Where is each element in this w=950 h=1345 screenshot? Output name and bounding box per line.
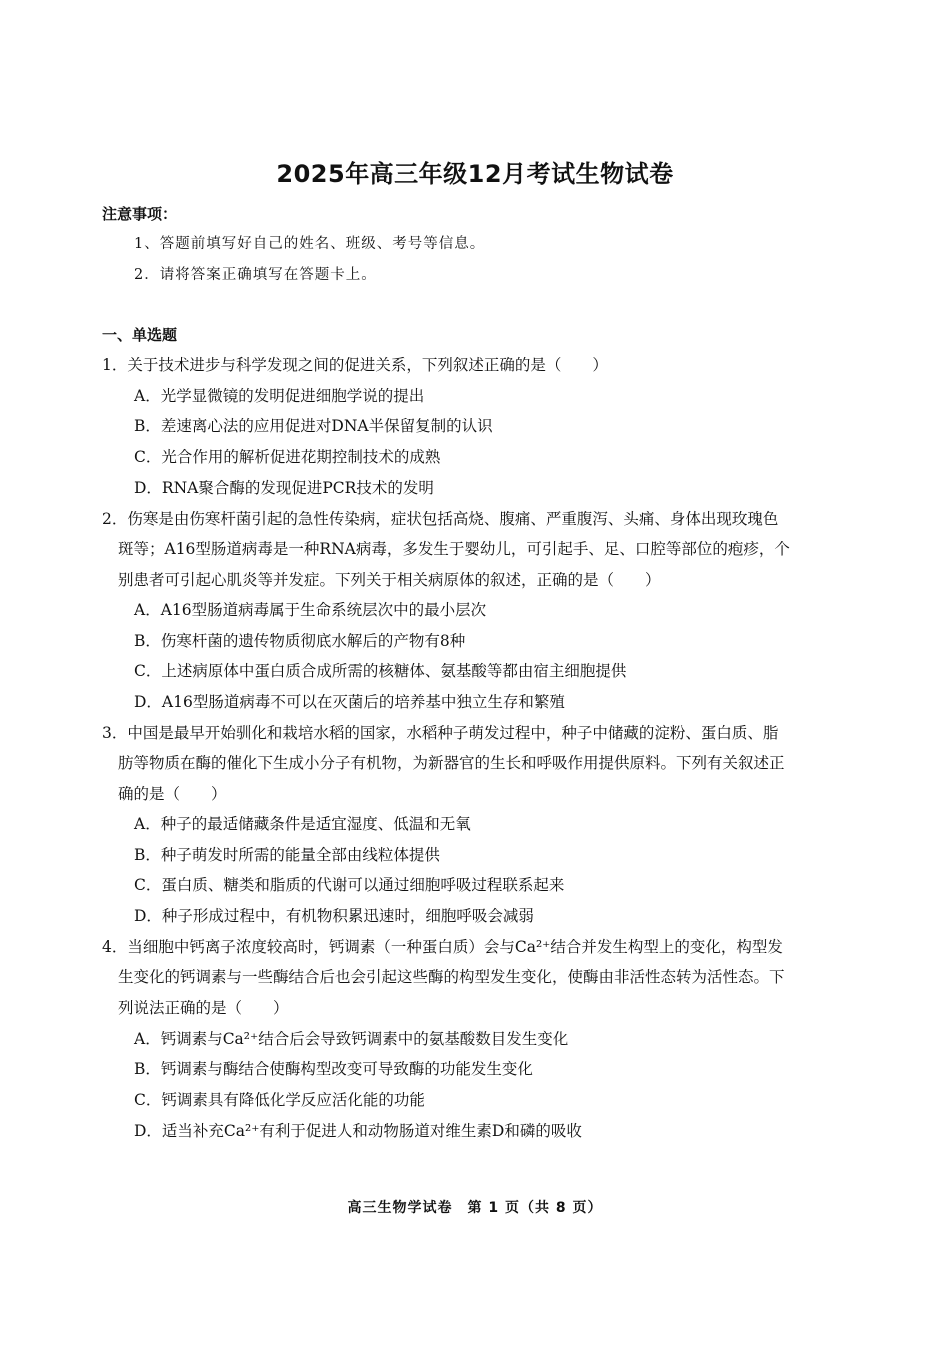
question-1-option-b: B．差速离心法的应用促进对DNA半保留复制的认识	[134, 417, 493, 435]
notice-heading: 注意事项：	[102, 205, 178, 223]
question-4-option-c: C．钙调素具有降低化学反应活化能的功能	[134, 1091, 425, 1109]
question-4-option-a: A．钙调素与Ca²⁺结合后会导致钙调素中的氨基酸数目发生变化	[134, 1030, 569, 1048]
question-3-option-d: D．种子形成过程中，有机物积累迅速时，细胞呼吸会减弱	[134, 907, 534, 925]
question-4-stem: 4．当细胞中钙离子浓度较高时，钙调素（一种蛋白质）会与Ca²⁺结合并发生构型上的变化，构型发	[102, 938, 783, 956]
notice-item-1: 1、答题前填写好自己的姓名、班级、考号等信息。	[134, 236, 486, 252]
question-4-stem-line-2: 生变化的钙调素与一些酶结合后也会引起这些酶的构型发生变化，使酶由非活性态转为活性态。下	[118, 968, 785, 986]
question-3-stem-line-3: 确的是（ ）	[118, 785, 227, 803]
page-footer: 高三生物学试卷 第 1 页（共 8 页）	[347, 1200, 603, 1216]
section-heading: 一、单选题	[102, 326, 178, 344]
question-3-option-b: B．种子萌发时所需的能量全部由线粒体提供	[134, 846, 440, 864]
notice-item-2: 2．请将答案正确填写在答题卡上。	[134, 267, 377, 283]
question-2-stem-line-3: 别患者可引起心肌炎等并发症。下列关于相关病原体的叙述，正确的是（ ）	[118, 571, 661, 589]
question-2-option-c: C．上述病原体中蛋白质合成所需的核糖体、氨基酸等都由宿主细胞提供	[134, 662, 627, 680]
question-2-stem: 2．伤寒是由伤寒杆菌引起的急性传染病，症状包括高烧、腹痛、严重腹泻、头痛、身体出现玫瑰色	[102, 510, 779, 528]
exam-title: 2025年高三年级12月考试生物试卷	[276, 160, 674, 188]
question-2-option-b: B．伤寒杆菌的遗传物质彻底水解后的产物有8种	[134, 632, 466, 650]
question-3-option-c: C．蛋白质、糖类和脂质的代谢可以通过细胞呼吸过程联系起来	[134, 876, 565, 894]
question-1-option-d: D．RNA聚合酶的发现促进PCR技术的发明	[134, 479, 434, 497]
question-2-option-d: D．A16型肠道病毒不可以在灭菌后的培养基中独立生存和繁殖	[134, 693, 565, 711]
question-1-option-a: A．光学显微镜的发明促进细胞学说的提出	[134, 387, 425, 405]
question-4-option-d: D．适当补充Ca²⁺有利于促进人和动物肠道对维生素D和磷的吸收	[134, 1122, 582, 1140]
question-4-stem-line-3: 列说法正确的是（ ）	[118, 999, 289, 1017]
question-4-option-b: B．钙调素与酶结合使酶构型改变可导致酶的功能发生变化	[134, 1060, 533, 1078]
question-2-option-a: A．A16型肠道病毒属于生命系统层次中的最小层次	[134, 601, 487, 619]
question-1-stem: 1．关于技术进步与科学发现之间的促进关系，下列叙述正确的是（ ）	[102, 356, 608, 374]
question-1-option-c: C．光合作用的解析促进花期控制技术的成熟	[134, 448, 441, 466]
question-3-option-a: A．种子的最适储藏条件是适宜湿度、低温和无氧	[134, 815, 471, 833]
question-2-stem-line-2: 斑等；A16型肠道病毒是一种RNA病毒，多发生于婴幼儿，可引起手、足、口腔等部位的疱疹，个	[118, 540, 790, 558]
question-3-stem: 3．中国是最早开始驯化和栽培水稻的国家，水稻种子萌发过程中，种子中储藏的淀粉、蛋白质、脂	[102, 724, 779, 742]
question-3-stem-line-2: 肪等物质在酶的催化下生成小分子有机物，为新器官的生长和呼吸作用提供原料。下列有关叙述正	[118, 754, 785, 772]
